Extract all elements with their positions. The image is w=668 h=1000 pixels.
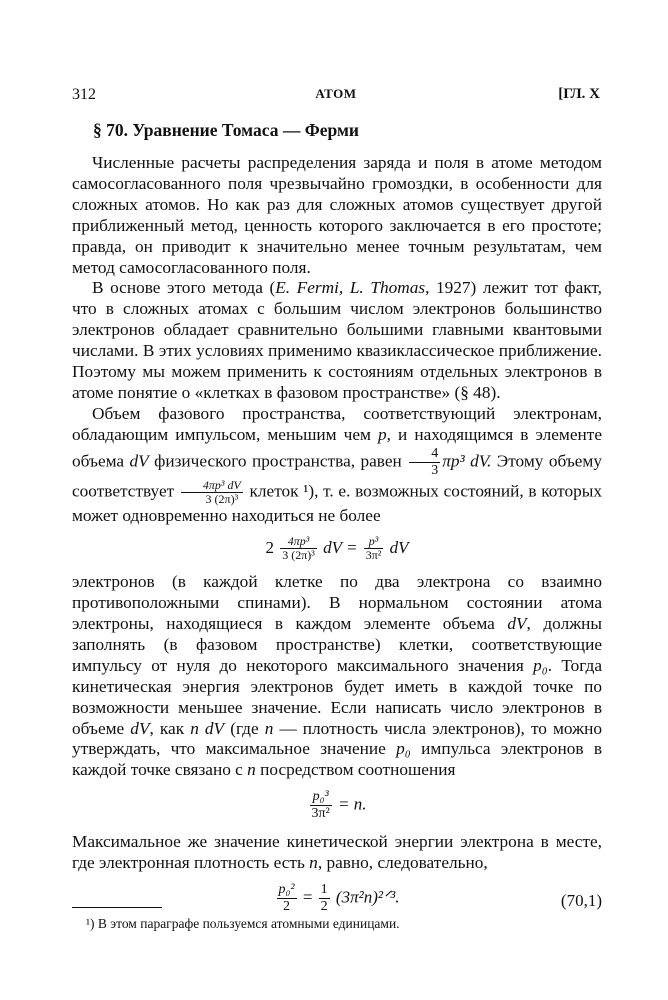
paragraph-3: Объем фазового пространства, соответствующий электронам, обладающим импульсом, меньшим чем p, и находящимся в элементе объема dV физического пространства, равен $\frac{4}{3}$ πp³ dV. Этому объему соответствует $\frac{\text{4πp³ dV}}{\text{3 (2π)³}}$ клеток ¹), т. е. возможных состояний, в которых может одновременно находиться не более — [72, 403, 603, 525]
formula-states: 2 $\frac{\text{4πp³}}{\text{3 (2π)³}}$ dV = $\frac{\text{p³}}{\text{3π²}}$ dV — [265, 534, 409, 563]
fraction-cells: $\frac{\text{4πp³ dV}}{\text{3 (2π)³}}$ — [181, 479, 243, 506]
fraction-4-3: $\frac{4}{3}$ — [409, 446, 440, 479]
body-text — [72, 153, 602, 925]
authors: E. Fermi, L. Thomas, — [275, 278, 430, 298]
formula-70-1: $\frac{\text{p₀²}}{2}$ = $\frac{1}{2}$ (3π²n)²ᐟ³. (70,1) — [278, 882, 602, 915]
footnote: ¹) В этом параграфе пользуемся атомными единицами. — [86, 916, 400, 931]
formula-p0-n: $\frac{\text{p₀³}}{\text{3π²}}$ = n. — [311, 789, 367, 822]
paragraph-1: Численные расчеты распределения заряда и поля в атоме методом самосогласованного поля чрезвычайно громоздки, в особенности для сложных атомов. Но как раз для сложных атомов существует другой приближенный метод, ценность которого заключается в его простоте; правда, он приводит к значительно менее точным результатам, чем метод самосогласованного поля. — [72, 153, 602, 277]
equation-number: (70,1) — [560, 891, 602, 911]
chapter-label: [ГЛ. X — [558, 86, 600, 102]
paragraph-4: электронов (в каждой клетке по два электрона со взаимно противоположными спинами). В нормальном состоянии атома электроны, находящиеся в каждом элементе объема dV, должны заполнять (в фазовом пространстве) клетки, соответствующие импульсу от нуля до некоторого максимального значения p₀. Тогда кинетическая энергия электронов будет иметь в каждой точке по возможности меньшее значение. Если написать число электронов в объеме dV, как n dV (где n — плотность числа электронов), то можно утверждать, что максимальное значение p₀ импульса электронов в каждой точке связано с n посредством соотношения — [72, 572, 602, 780]
paragraph-5: Максимальное же значение кинетической энергии электрона в месте, где электронная плотность есть n, равно, следовательно, — [72, 832, 602, 873]
paragraph-2: В основе этого метода (E. Fermi, L. Thomas, 1927) лежит тот факт, что в сложных атомах с большим числом электронов большинство электронов обладает сравнительно большими главными квантовыми числами. В этих условиях применимо квазиклассическое приближение. Поэтому мы можем применить к состояниям отдельных электронов в атоме понятие о «клетках в фазовом пространстве» (§ 48). — [72, 278, 603, 402]
section-title: § 70. Уравнение Томаса — Ферми — [93, 120, 359, 140]
page-header — [72, 86, 600, 108]
footnote-rule — [72, 907, 162, 908]
page-number: 312 — [72, 86, 96, 103]
running-title: АТОМ — [315, 86, 357, 101]
